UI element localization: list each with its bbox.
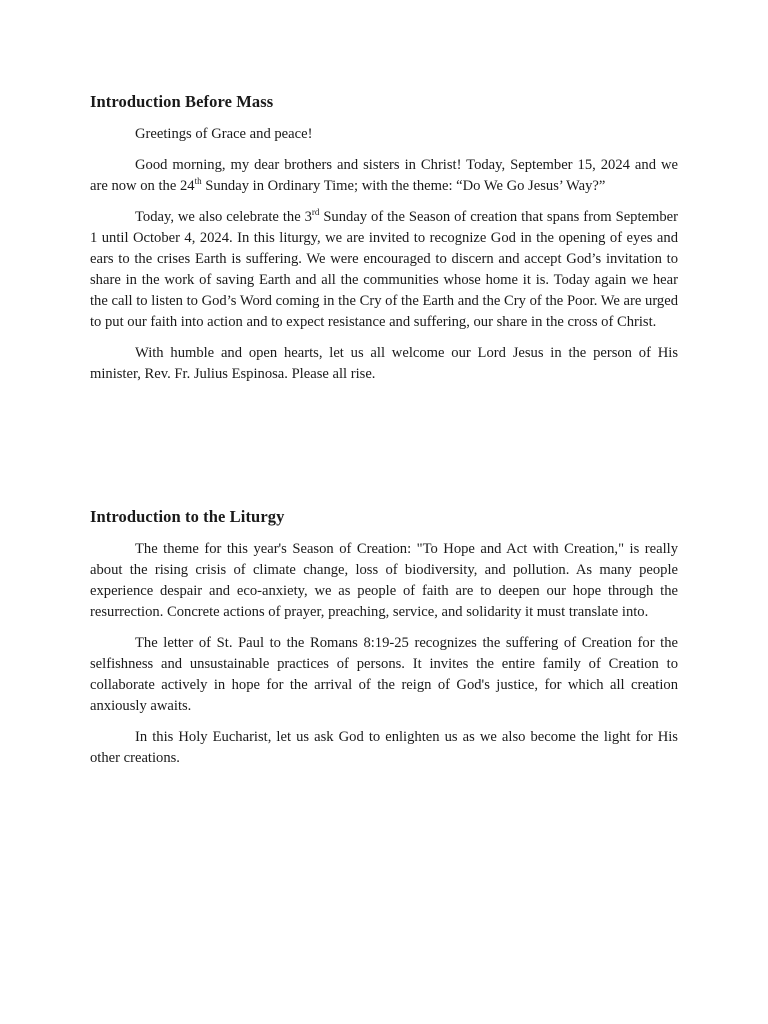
welcome-paragraph: With humble and open hearts, let us all welcome our Lord Jesus in the person of His minister, Rev. Fr. Julius Espinosa. Please all rise. bbox=[90, 345, 678, 382]
section-heading-mass: Introduction Before Mass bbox=[90, 92, 274, 111]
text-run: Sunday of the Season of creation that spans from September 1 until October 4, 2024. In this liturgy, we are invited to recognize God in the opening of eyes and ears to the crises Earth is suffering. We were encouraged to discern and accept God’s invitation to share in the work of saving Earth and all the communities whose home it is. Today again we hear the call to listen to God’s Word coming in the Cry of the Earth and the Cry of the Poor. We are urged to put our faith into action and to expect resistance and suffering, our share in the cross of Christ. bbox=[90, 209, 678, 330]
ordinal-suffix: rd bbox=[311, 207, 320, 218]
season-of-creation-paragraph bbox=[90, 207, 678, 333]
romans-paragraph: The letter of St. Paul to the Romans 8:19-25 recognizes the suffering of Creation for the selfishness and unsustainable practices of persons. It invites the entire family of Creation to collaborate actively in hope for the arrival of the reign of God's justice, for which all creation anxiously awaits. bbox=[90, 635, 678, 714]
section-heading-liturgy: Introduction to the Liturgy bbox=[90, 507, 285, 526]
text-run: Today, we also celebrate the 3 bbox=[135, 209, 312, 225]
text-run: Good morning, my dear brothers and sisters in Christ! Today, September 15, 2024 and we are now on the 24 bbox=[90, 157, 678, 194]
introduction-to-liturgy-section bbox=[90, 507, 678, 779]
introduction-before-mass-section bbox=[90, 92, 678, 395]
greeting-paragraph: Greetings of Grace and peace! bbox=[135, 126, 313, 142]
theme-paragraph: The theme for this year's Season of Creation: "To Hope and Act with Creation," is really about the rising crisis of climate change, loss of biodiversity, and pollution. As many people experience despair and eco-anxiety, we as people of faith are to deepen our hope through the resurrection. Concrete actions of prayer, preaching, service, and solidarity it must translate into. bbox=[90, 541, 678, 620]
good-morning-paragraph bbox=[90, 155, 678, 197]
eucharist-paragraph: In this Holy Eucharist, let us ask God to enlighten us as we also become the light for His other creations. bbox=[90, 729, 678, 766]
ordinal-suffix: th bbox=[194, 176, 202, 187]
text-run: Sunday in Ordinary Time; with the theme: “Do We Go Jesus’ Way?” bbox=[201, 178, 606, 194]
